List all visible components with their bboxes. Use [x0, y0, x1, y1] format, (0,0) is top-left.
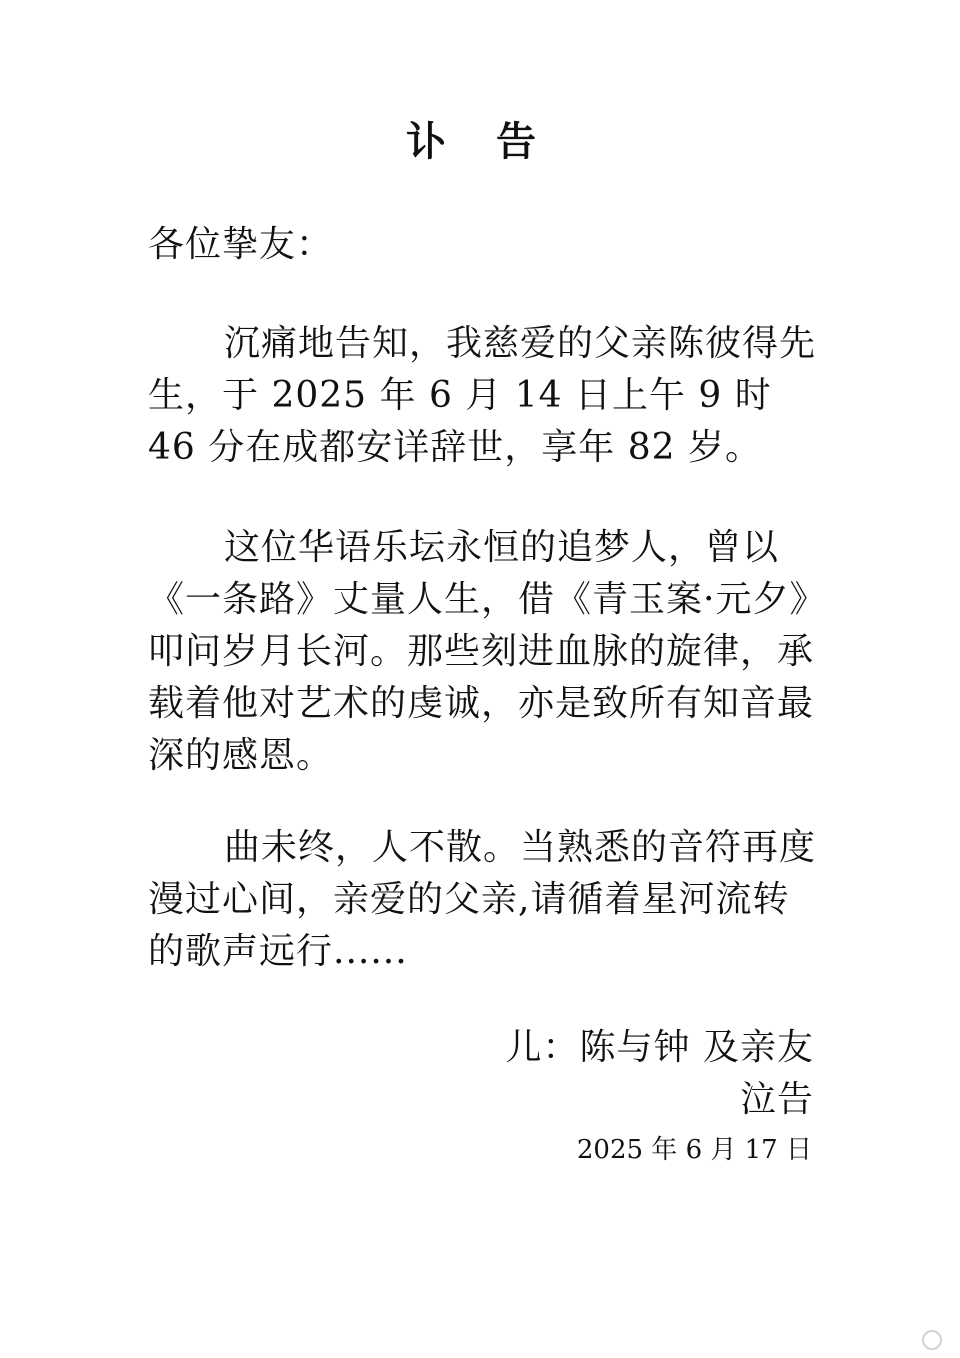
weibo-watermark-icon: [922, 1330, 942, 1350]
paragraph-farewell: 曲未终，人不散。当熟悉的音符再度漫过心间，亲爱的父亲,请循着星河流转的歌声远行......: [148, 827, 817, 972]
signature-notice: 泣告: [739, 1079, 814, 1120]
watermark: [922, 1326, 946, 1350]
paragraph-tribute: 这位华语乐坛永恒的追梦人，曾以《一条路》丈量人生，借《青玉案·元夕》叩问岁月长河。那些刻进血脉的旋律，承载着他对艺术的虔诚，亦是致所有知音最深的感恩。: [148, 527, 815, 776]
document-date: 2025 年 6 月 17 日: [576, 1135, 812, 1165]
signature-line: 儿：陈与钟 及亲友: [505, 1027, 814, 1068]
salutation: 各位挚友：: [148, 224, 334, 265]
document-title: 讣 告: [406, 118, 554, 165]
paragraph-announcement: 沉痛地告知，我慈爱的父亲陈彼得先生，于 2025 年 6 月 14 日上午 9 时 46 分在成都安详辞世，享年 82 岁。: [148, 323, 817, 468]
